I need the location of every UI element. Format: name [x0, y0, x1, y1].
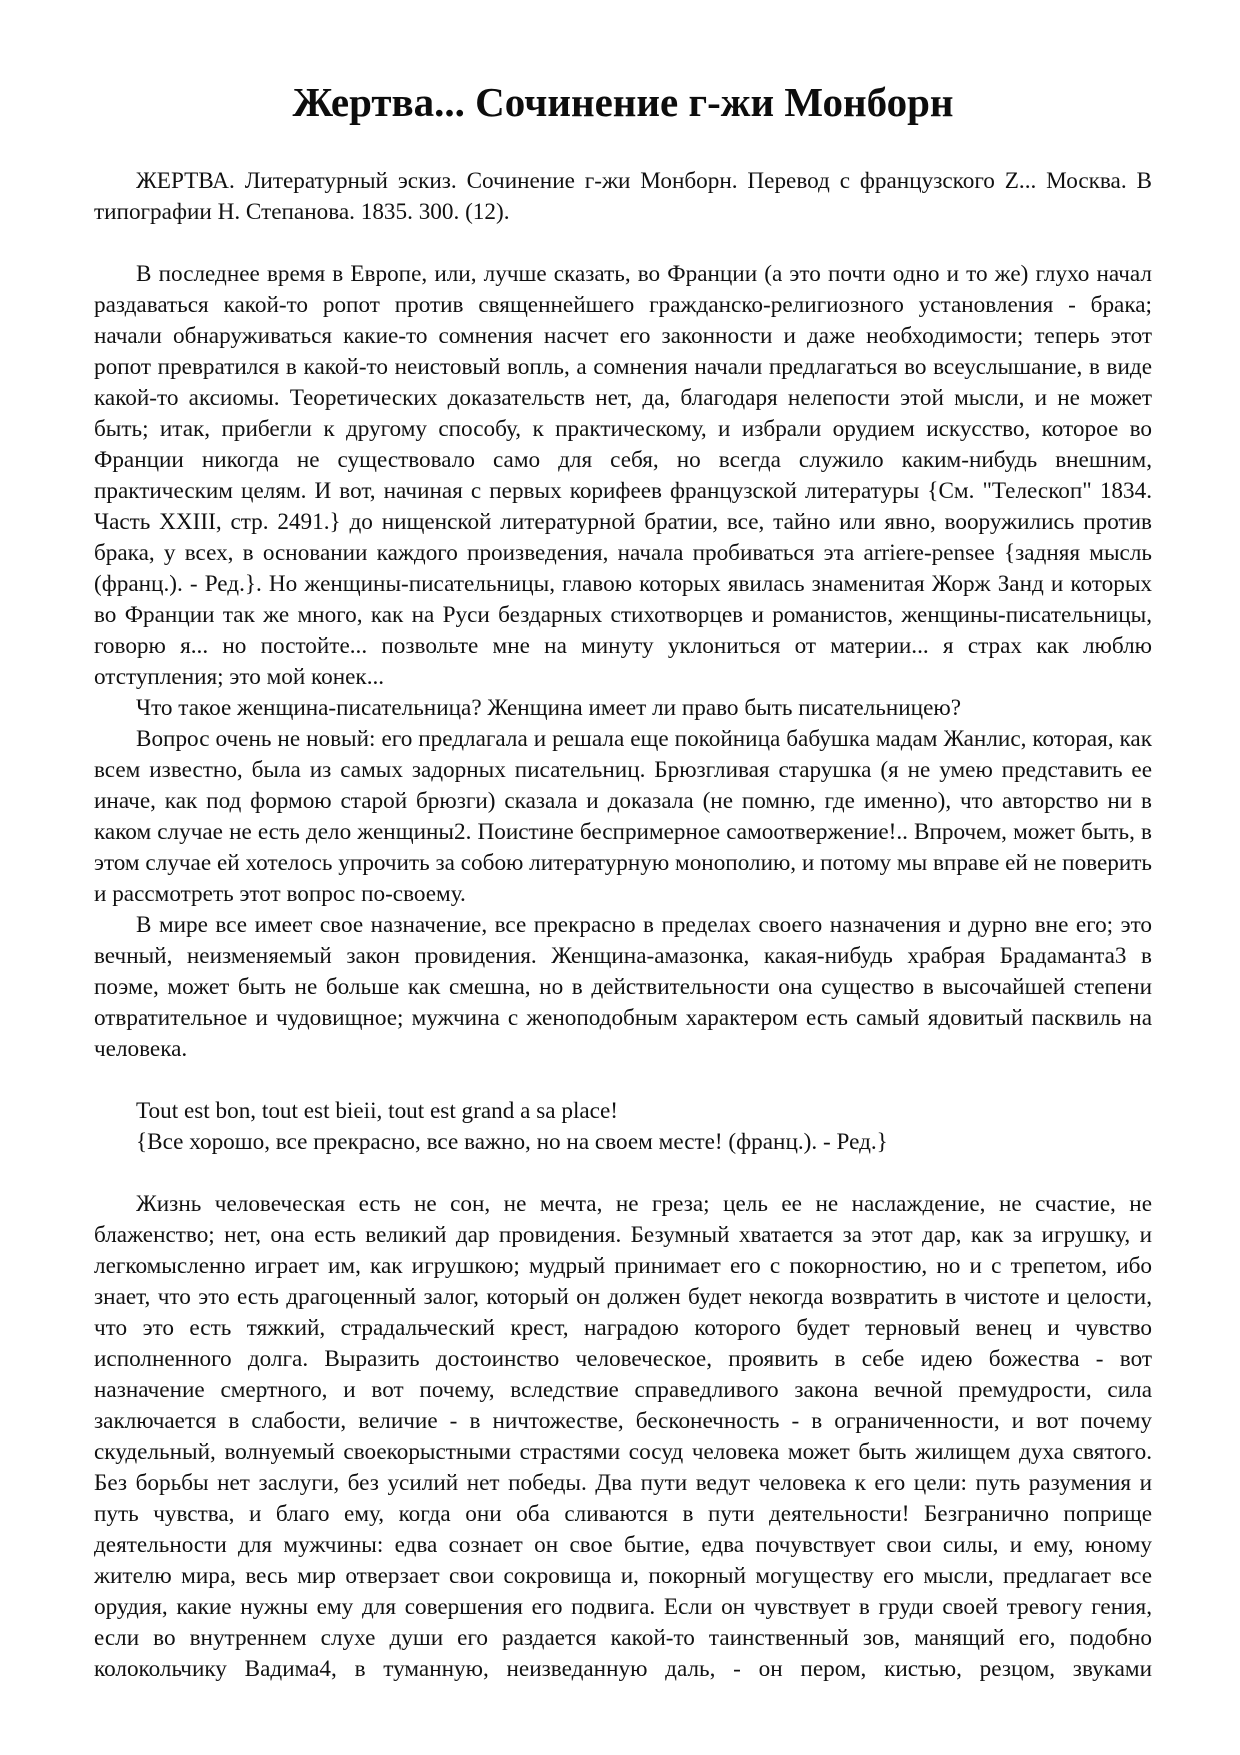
document-title: Жертва... Сочинение г-жи Монборн — [292, 79, 954, 125]
verse-line-translation: {Все хорошо, все прекрасно, все важно, но на своем месте! (франц.). - Ред.} — [136, 1129, 888, 1155]
verse-block — [94, 1096, 1152, 1158]
body-paragraph-life: Жизнь человеческая есть не сон, не мечта, не греза; цель ее не наслаждение, не счастие, не блаженство; нет, она есть великий дар провидения. Безумный хватается за этот дар, как за игрушку, и легкомысленно играет им, как игрушкою; мудрый принимает его с покорностию, но и с трепетом, ибо знает, что это есть драгоценный залог, который он должен будет некогда возвратить в чистоте и целости, что это есть тяжкий, страдальческий крест, наградою которого будет терновый венец и чувство исполненного долга. Выразить достоинство человеческое, проявить в себе идею божества - вот назначение смертного, и вот почему, вследствие справедливого закона вечной премудрости, сила заключается в слабости, величие - в ничтожестве, бесконечность - в ограниченности, и вот почему скудельный, волнуемый своекорыстными страстями сосуд человека может быть жилищем духа святого. Без борьбы нет заслуги, без усилий нет победы. Два пути ведут человека к его цели: путь разумения и путь чувства, и благо ему, когда они оба сливаются в пути деятельности! Безгранично поприще деятельности для мужчины: едва сознает он свое бытие, едва почувствует свои силы, и ему, юному жителю мира, весь мир отверзает свои сокровища и, покорный могуществу его мысли, предлагает все орудия, какие нужны ему для совершения его подвига. Если он чувствует в груди своей тревогу гения, если во внутреннем слухе души его раздается какой-то таинственный зов, манящий его, подобно колокольчику Вадима4, в туманную, неизведанную даль, - он пером, кистью, резцом, звуками — [94, 1191, 1152, 1682]
bibliographic-paragraph: ЖЕРТВА. Литературный эскиз. Сочинение г-жи Монборн. Перевод с французского Z... Москва. В типографии Н. Степанова. 1835. 300. (12). — [94, 168, 1152, 225]
body-paragraph-question: Что такое женщина-писательница? Женщина имеет ли право быть писательницею? — [136, 695, 961, 721]
verse-line-french: Tout est bon, tout est bieii, tout est grand a sa place! — [136, 1098, 618, 1124]
body-paragraph-marriage: В последнее время в Европе, или, лучше сказать, во Франции (а это почти одно и то же) глухо начал раздаваться какой-то ропот против священнейшего гражданско-религиозного установления - брака; начали обнаруживаться какие-то сомнения насчет его законности и даже необходимости; теперь этот ропот превратился в какой-то неистовый вопль, а сомнения начали предлагаться во всеуслышание, в виде какой-то аксиомы. Теоретических доказательств нет, да, благодаря нелепости этой мысли, и не может быть; итак, прибегли к другому способу, к практическому, и избрали орудием искусство, которое во Франции никогда не существовало само для себя, но всегда служило каким-нибудь внешним, практическим целям. И вот, начиная с первых корифеев французской литературы {См. "Телескоп" 1834. Часть XXIII, стр. 2491.} до нищенской литературной братии, все, тайно или явно, вооружились против брака, у всех, в основании каждого произведения, начала пробиваться эта arriere-pensee {задняя мысль (франц.). - Ред.}. Но женщины-писательницы, главою которых явилась знаменитая Жорж Занд и которых во Франции так же много, как на Руси бездарных стихотворцев и романистов, женщины-писательницы, говорю я... но постойте... позвольте мне на минуту уклониться от материи... я страх как люблю отступления; это мой конек... — [94, 261, 1152, 690]
body-paragraph-genlis: Вопрос очень не новый: его предлагала и решала еще покойница бабушка мадам Жанлис, которая, как всем известно, была из самых задорных писательниц. Брюзгливая старушка (я не умею представить ее иначе, как под формою старой брюзги) сказала и доказала (не помню, где именно), что авторство ни в каком случае не есть дело женщины2. Поистине беспримерное самоотвержение!.. Впрочем, может быть, в этом случае ей хотелось упрочить за собою литературную монополию, и потому мы вправе ей не поверить и рассмотреть этот вопрос по-своему. — [94, 726, 1152, 907]
body-paragraph-purpose: В мире все имеет свое назначение, все прекрасно в пределах своего назначения и дурно вне его; это вечный, неизменяемый закон провидения. Женщина-амазонка, какая-нибудь храбрая Брадаманта3 в поэме, может быть не больше как смешна, но в действительности она существо в высочайшей степени отвратительное и чудовищное; мужчина с женоподобным характером есть самый ядовитый пасквиль на человека. — [94, 912, 1152, 1062]
